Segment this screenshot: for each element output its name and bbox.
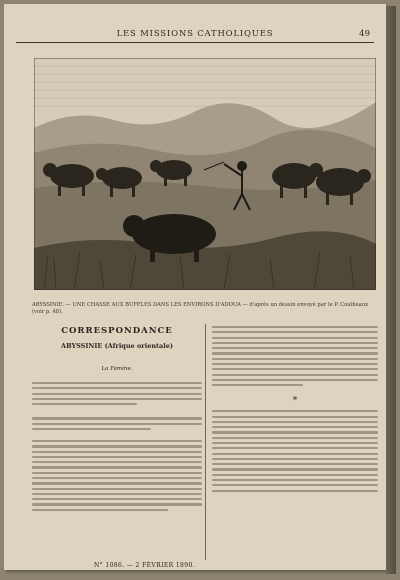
letter-heading — [32, 417, 202, 430]
section-break-asterisk: * — [292, 396, 298, 407]
document-page — [4, 4, 386, 570]
page-number: 49 — [359, 29, 370, 39]
region-heading: ABYSSINIE (Afrique orientale) — [61, 342, 173, 350]
right-column — [212, 322, 378, 492]
left-column — [32, 322, 202, 511]
second-paragraph — [212, 410, 378, 491]
section-heading: CORRESPONDANCE — [61, 326, 173, 336]
header-rule — [16, 42, 374, 43]
book-edge — [386, 6, 396, 574]
journal-title: LES MISSIONS CATHOLIQUES — [116, 29, 274, 39]
intro-paragraph — [32, 382, 202, 405]
figure-caption: ABYSSINIE. — UNE CHASSE AUX BUFFLES DANS LES ENVIRONS D'ADOUA — d'après un dessin envoyé par le P. Coulbeaux (voir p. 48). — [32, 302, 368, 315]
continued-paragraph — [212, 326, 378, 386]
running-head — [14, 29, 376, 43]
issue-footer: N° 1086. — 2 FÉVRIER 1890. — [94, 562, 196, 569]
body-paragraph — [32, 440, 202, 511]
column-divider — [205, 324, 206, 560]
topic-title: La Famine. — [101, 366, 133, 372]
buffalo-hunt-engraving — [34, 58, 376, 290]
